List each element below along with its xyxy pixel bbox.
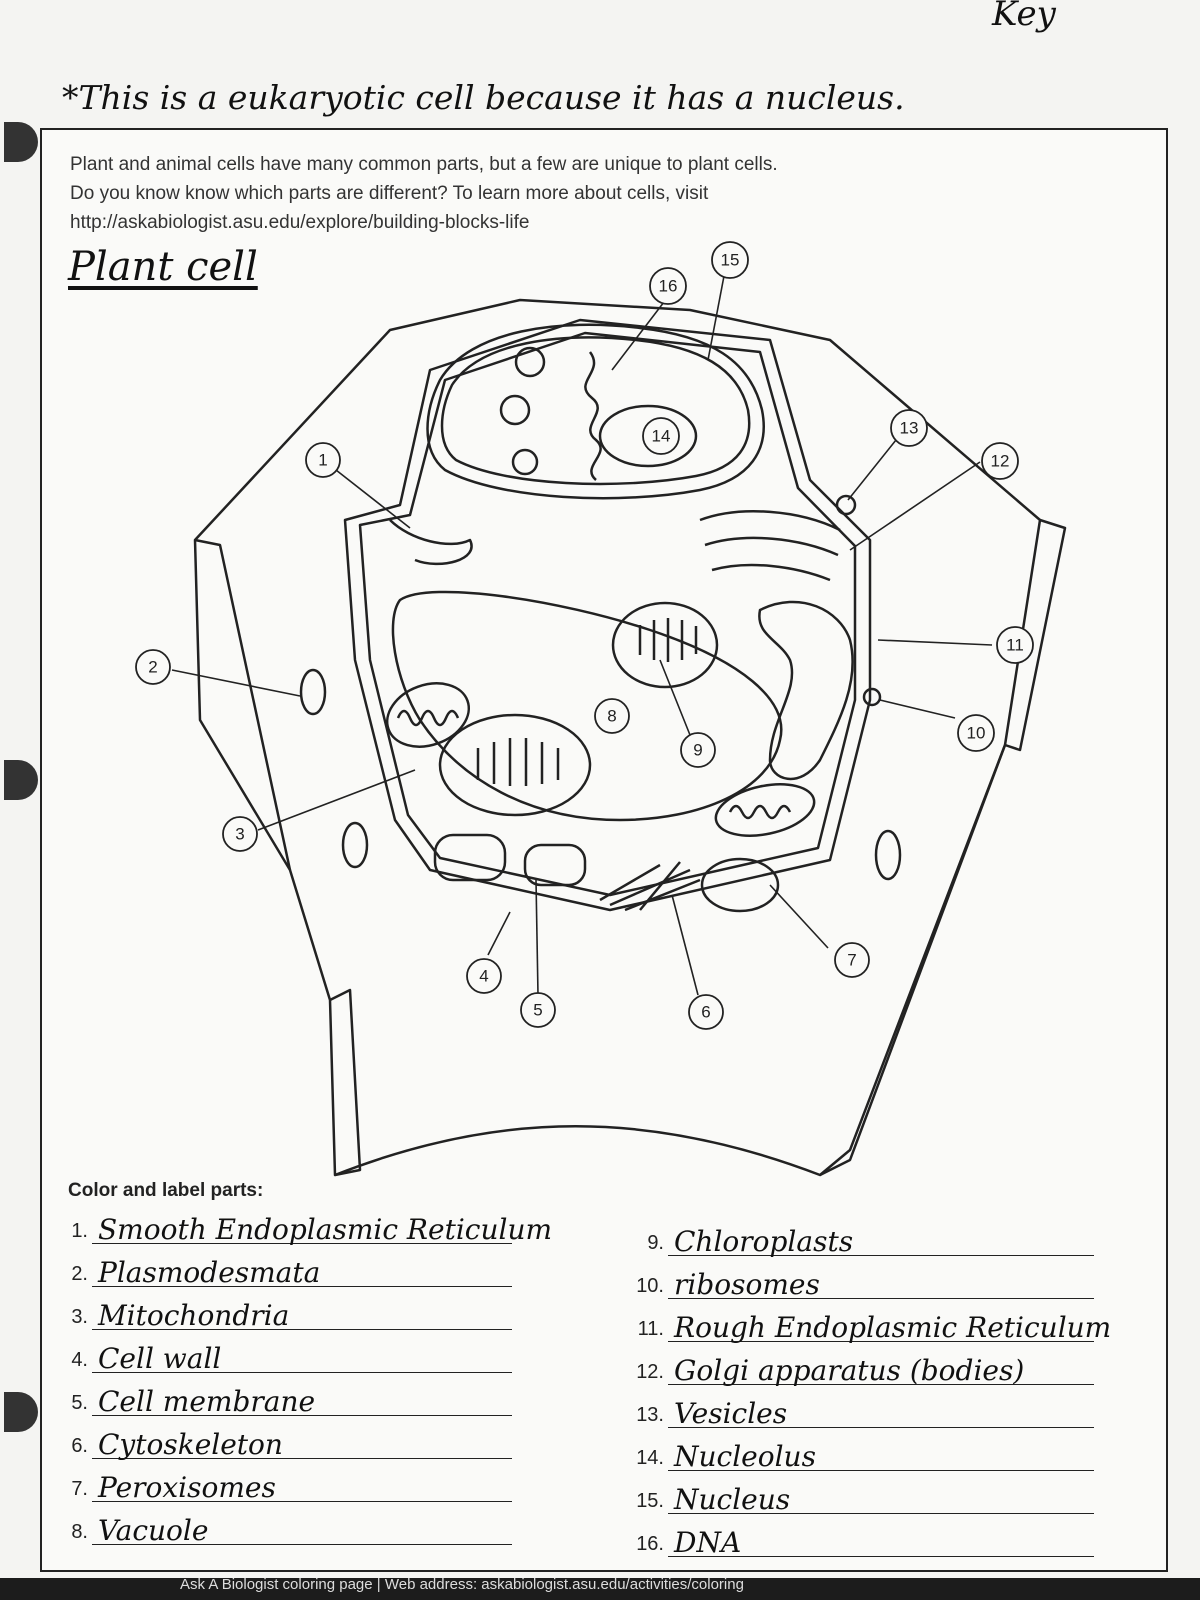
callout-5: 5 (533, 1000, 543, 1020)
intro-line: Plant and animal cells have many common parts, but a few are unique to plant cells. (70, 154, 778, 175)
legend-answer[interactable]: Peroxisomes (98, 1471, 276, 1504)
callout-13: 13 (899, 418, 919, 438)
header-note: *This is a eukaryotic cell because it has a nucleus. (62, 78, 905, 117)
dna-blob (501, 396, 529, 424)
binder-hole-bottom (4, 1392, 38, 1432)
legend-answer[interactable]: Chloroplasts (674, 1225, 854, 1258)
legend-answer[interactable]: Plasmodesmata (98, 1256, 321, 1289)
legend-number: 16. (636, 1533, 664, 1555)
callout-6: 6 (701, 1002, 711, 1022)
legend-number: 9. (647, 1232, 664, 1254)
plasmodesma (343, 823, 367, 867)
legend-answer[interactable]: Vesicles (674, 1397, 788, 1430)
legend-answer[interactable]: Golgi apparatus (bodies) (674, 1354, 1025, 1387)
dna-blob (513, 450, 537, 474)
legend-item (71, 1296, 512, 1332)
legend-item (71, 1468, 512, 1504)
chloroplast-stack (640, 618, 696, 662)
corner-note: Key (992, 0, 1056, 34)
callout-4: 4 (479, 966, 489, 986)
callout-2: 2 (148, 657, 158, 677)
legend-answer[interactable]: Rough Endoplasmic Reticulum (674, 1311, 1112, 1344)
callout-3: 3 (235, 824, 245, 844)
legend-item (636, 1480, 1094, 1516)
footer-text: Ask A Biologist coloring page | Web address: askabiologist.asu.edu/activities/coloring (180, 1576, 744, 1593)
legend-item (71, 1511, 512, 1547)
legend-answer[interactable]: Cell wall (98, 1342, 222, 1375)
callout-15: 15 (720, 250, 740, 270)
legend-item (636, 1351, 1094, 1387)
legend-number: 3. (71, 1306, 88, 1328)
legend-answer[interactable]: Nucleolus (674, 1440, 816, 1473)
callout-10: 10 (966, 723, 986, 743)
legend-item (71, 1382, 512, 1418)
legend-answer[interactable]: Nucleus (674, 1483, 791, 1516)
legend-number: 8. (71, 1521, 88, 1543)
legend-answer[interactable]: Cell membrane (98, 1385, 316, 1418)
legend-item (71, 1339, 512, 1375)
mitochondrion-cristae (730, 806, 790, 818)
cell-title: Plant cell (68, 244, 258, 290)
intro-line: Do you know know which parts are different? To learn more about cells, visit (70, 183, 709, 204)
legend-number: 6. (71, 1435, 88, 1457)
mitochondrion (378, 672, 477, 757)
intro-link[interactable]: http://askabiologist.asu.edu/explore/building-blocks-life (70, 212, 530, 233)
legend-number: 5. (71, 1392, 88, 1414)
legend-item (647, 1222, 1094, 1258)
golgi (700, 511, 840, 580)
dna-strand (585, 352, 600, 480)
callout-9: 9 (693, 740, 703, 760)
smooth-er (390, 520, 472, 564)
cell-membrane-inner (360, 333, 855, 895)
legend-heading: Color and label parts: (68, 1180, 264, 1201)
legend-answer[interactable]: DNA (674, 1526, 742, 1559)
legend-item (636, 1394, 1094, 1430)
legend-item (636, 1437, 1094, 1473)
legend-number: 12. (636, 1361, 664, 1383)
legend-number: 11. (637, 1318, 664, 1340)
callout-16: 16 (658, 276, 678, 296)
legend-answer[interactable]: Mitochondria (98, 1299, 290, 1332)
legend-number: 15. (636, 1490, 664, 1512)
vacuole (393, 592, 781, 820)
callout-8: 8 (607, 706, 617, 726)
legend-item (71, 1253, 512, 1289)
callout-12: 12 (990, 451, 1010, 471)
chloroplast-stack (478, 738, 558, 786)
legend-answer[interactable]: Cytoskeleton (98, 1428, 283, 1461)
plasmodesma (301, 670, 325, 714)
callout-14: 14 (651, 426, 671, 446)
legend-answer[interactable]: ribosomes (674, 1268, 820, 1301)
legend-number: 1. (71, 1220, 88, 1242)
legend-answer[interactable]: Smooth Endoplasmic Reticulum (98, 1213, 553, 1246)
legend-item (637, 1308, 1112, 1344)
legend-item (71, 1210, 553, 1246)
legend-number: 14. (636, 1447, 664, 1469)
ribosome (864, 689, 880, 705)
cell-membrane (345, 320, 870, 910)
vesicle (837, 496, 855, 514)
plasmodesma (876, 831, 900, 879)
legend-number: 13. (636, 1404, 664, 1426)
legend-number: 7. (71, 1478, 88, 1500)
legend-item (636, 1523, 1094, 1559)
legend-item (636, 1265, 1094, 1301)
rough-er (759, 602, 852, 779)
mitochondrion-cristae (398, 711, 458, 725)
legend-item (71, 1425, 512, 1461)
legend-number: 10. (636, 1275, 664, 1297)
callout-11: 11 (1006, 635, 1024, 655)
callout-1: 1 (318, 450, 328, 470)
legend-answer[interactable]: Vacuole (98, 1514, 209, 1547)
legend-number: 4. (71, 1349, 88, 1371)
legend-number: 2. (71, 1263, 88, 1285)
callout-7: 7 (847, 950, 857, 970)
